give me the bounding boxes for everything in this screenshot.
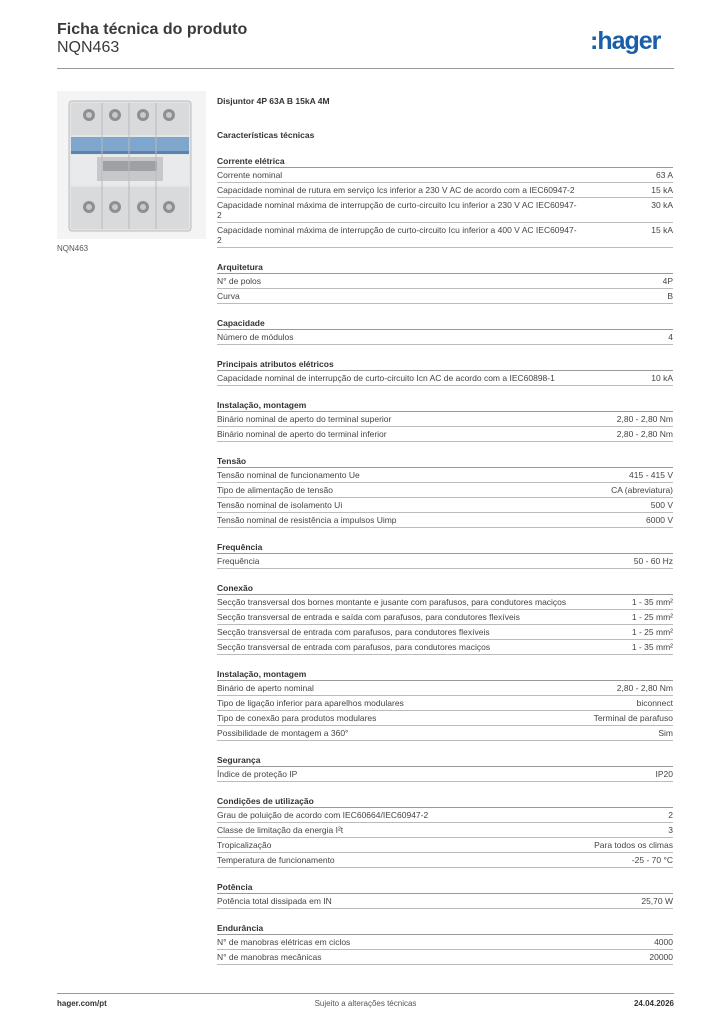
spec-row: [217, 168, 673, 183]
technical-characteristics-heading: Características técnicas: [217, 130, 315, 140]
spec-value: 4P: [662, 276, 673, 286]
spec-value: 500 V: [650, 500, 673, 510]
spec-label: Binário de aperto nominal: [217, 683, 314, 693]
spec-value: 50 - 60 Hz: [633, 556, 673, 566]
spec-label: Corrente nominal: [217, 170, 283, 180]
spec-value: 2,80 - 2,80 Nm: [616, 414, 673, 424]
spec-label: Secção transversal dos bornes montante e jusante com parafusos, para condutores maciços: [217, 597, 567, 607]
spec-row: [217, 640, 673, 655]
spec-row: [217, 625, 673, 640]
spec-value: 4000: [654, 937, 673, 947]
section-title: Instalação, montagem: [217, 399, 673, 412]
spec-row: [217, 427, 673, 442]
spec-row: [217, 595, 673, 610]
spec-value: 25,70 W: [641, 896, 673, 906]
spec-section: [217, 668, 673, 741]
page-header: [57, 20, 674, 69]
section-title: Endurância: [217, 922, 673, 935]
spec-value: B: [667, 291, 673, 301]
spec-value: 10 kA: [651, 373, 673, 383]
spec-value: 2,80 - 2,80 Nm: [616, 429, 673, 439]
section-title: Conexão: [217, 582, 673, 595]
spec-value: 1 - 25 mm²: [631, 612, 673, 622]
spec-label: Secção transversal de entrada e saída com parafusos, para condutores flexíveis: [217, 612, 520, 622]
spec-label: Temperatura de funcionamento: [217, 855, 335, 865]
spec-label: Tipo de ligação inferior para aparelhos modulares: [217, 698, 404, 708]
spec-section: [217, 754, 673, 782]
spec-row: [217, 198, 673, 223]
product-image: [57, 91, 206, 239]
spec-section: [217, 317, 673, 345]
spec-row: [217, 498, 673, 513]
spec-value: Sim: [658, 728, 673, 738]
section-title: Instalação, montagem: [217, 668, 673, 681]
section-title: Tensão: [217, 455, 673, 468]
spec-section: [217, 582, 673, 655]
spec-label: Tipo de conexão para produtos modulares: [217, 713, 377, 723]
spec-section: [217, 155, 673, 248]
spec-label: Tensão nominal de isolamento Ui: [217, 500, 343, 510]
section-title: Segurança: [217, 754, 673, 767]
document-title: Ficha técnica do produto: [57, 21, 248, 38]
spec-value: Terminal de parafuso: [593, 713, 673, 723]
spec-value: 415 - 415 V: [629, 470, 673, 480]
spec-row: [217, 412, 673, 427]
spec-label: N° de polos: [217, 276, 262, 286]
spec-row: [217, 483, 673, 498]
spec-value: IP20: [655, 769, 673, 779]
section-title: Frequência: [217, 541, 673, 554]
spec-row: [217, 823, 673, 838]
spec-section: [217, 541, 673, 569]
spec-label: Possibilidade de montagem a 360°: [217, 728, 349, 738]
product-name: Disjuntor 4P 63A B 15kA 4M: [217, 96, 330, 106]
spec-row: [217, 330, 673, 345]
spec-label: Classe de limitação da energia I²t: [217, 825, 344, 835]
spec-value: 20000: [649, 952, 673, 962]
spec-section: [217, 922, 673, 965]
image-caption: NQN463: [57, 244, 89, 253]
spec-row: [217, 838, 673, 853]
spec-label: Capacidade nominal máxima de interrupção de curto-circuito Icu inferior a 230 V AC IEC60947-2: [217, 200, 577, 220]
spec-row: [217, 554, 673, 569]
spec-row: [217, 289, 673, 304]
spec-label: Tensão nominal de funcionamento Ue: [217, 470, 360, 480]
section-title: Capacidade: [217, 317, 673, 330]
spec-label: Grau de poluição de acordo com IEC60664/IEC60947-2: [217, 810, 429, 820]
spec-label: Binário nominal de aperto do terminal superior: [217, 414, 392, 424]
footer-website[interactable]: hager.com/pt: [57, 999, 107, 1008]
spec-label: N° de manobras elétricas em ciclos: [217, 937, 351, 947]
spec-row: [217, 726, 673, 741]
spec-value: 30 kA: [651, 200, 673, 210]
spec-value: 4: [668, 332, 673, 342]
spec-label: Frequência: [217, 556, 260, 566]
section-title: Corrente elétrica: [217, 155, 673, 168]
spec-sections: [217, 155, 673, 965]
spec-value: 15 kA: [651, 185, 673, 195]
spec-value: 1 - 35 mm²: [631, 597, 673, 607]
specifications: [217, 95, 673, 965]
spec-value: 3: [668, 825, 673, 835]
spec-section: [217, 881, 673, 909]
spec-value: 2,80 - 2,80 Nm: [616, 683, 673, 693]
spec-value: -25 - 70 °C: [631, 855, 673, 865]
spec-label: Tropicalização: [217, 840, 272, 850]
spec-row: [217, 894, 673, 909]
page-footer: [57, 993, 674, 1024]
spec-row: [217, 808, 673, 823]
spec-row: [217, 223, 673, 248]
spec-value: 6000 V: [646, 515, 673, 525]
spec-value: Para todos os climas: [594, 840, 673, 850]
spec-row: [217, 767, 673, 782]
spec-row: [217, 468, 673, 483]
spec-row: [217, 274, 673, 289]
footer-date: 24.04.2026: [633, 999, 674, 1008]
spec-value: biconnect: [636, 698, 673, 708]
spec-value: 15 kA: [651, 225, 673, 235]
spec-row: [217, 371, 673, 386]
section-title: Condições de utilização: [217, 795, 673, 808]
spec-label: Tensão nominal de resistência a impulsos Uimp: [217, 515, 397, 525]
spec-label: Capacidade nominal de rutura em serviço Ics inferior a 230 V AC de acordo com a IEC60947-2: [217, 185, 575, 195]
spec-label: Potência total dissipada em IN: [217, 896, 332, 906]
footer-notice: Sujeito a alterações técnicas: [314, 999, 417, 1008]
spec-row: [217, 681, 673, 696]
spec-value: CA (abreviatura): [611, 485, 673, 495]
spec-label: Curva: [217, 291, 240, 301]
spec-label: Secção transversal de entrada com parafusos, para condutores maciços: [217, 642, 491, 652]
section-title: Principais atributos elétricos: [217, 358, 673, 371]
spec-value: 63 A: [655, 170, 673, 180]
spec-label: Número de módulos: [217, 332, 294, 342]
hager-logo: [590, 28, 674, 56]
svg-text::hager: :hager: [590, 28, 661, 55]
spec-row: [217, 950, 673, 965]
spec-row: [217, 935, 673, 950]
spec-value: 1 - 25 mm²: [631, 627, 673, 637]
spec-row: [217, 711, 673, 726]
spec-row: [217, 696, 673, 711]
spec-row: [217, 853, 673, 868]
spec-section: [217, 399, 673, 442]
spec-label: Capacidade nominal máxima de interrupção de curto-circuito Icu inferior a 400 V AC IEC60947-2: [217, 225, 577, 245]
spec-row: [217, 610, 673, 625]
spec-section: [217, 455, 673, 528]
section-title: Arquitetura: [217, 261, 673, 274]
spec-label: Binário nominal de aperto do terminal inferior: [217, 429, 387, 439]
product-code: NQN463: [57, 39, 120, 56]
section-title: Potência: [217, 881, 673, 894]
spec-section: [217, 795, 673, 868]
spec-row: [217, 183, 673, 198]
spec-value: 1 - 35 mm²: [631, 642, 673, 652]
spec-value: 2: [668, 810, 673, 820]
spec-label: Índice de proteção IP: [217, 769, 298, 779]
spec-section: [217, 261, 673, 304]
spec-label: N° de manobras mecânicas: [217, 952, 322, 962]
spec-label: Capacidade nominal de interrupção de curto-circuito Icn AC de acordo com a IEC60898-1: [217, 373, 555, 383]
spec-label: Tipo de alimentação de tensão: [217, 485, 333, 495]
spec-label: Secção transversal de entrada com parafusos, para condutores flexíveis: [217, 627, 490, 637]
spec-section: [217, 358, 673, 386]
spec-row: [217, 513, 673, 528]
